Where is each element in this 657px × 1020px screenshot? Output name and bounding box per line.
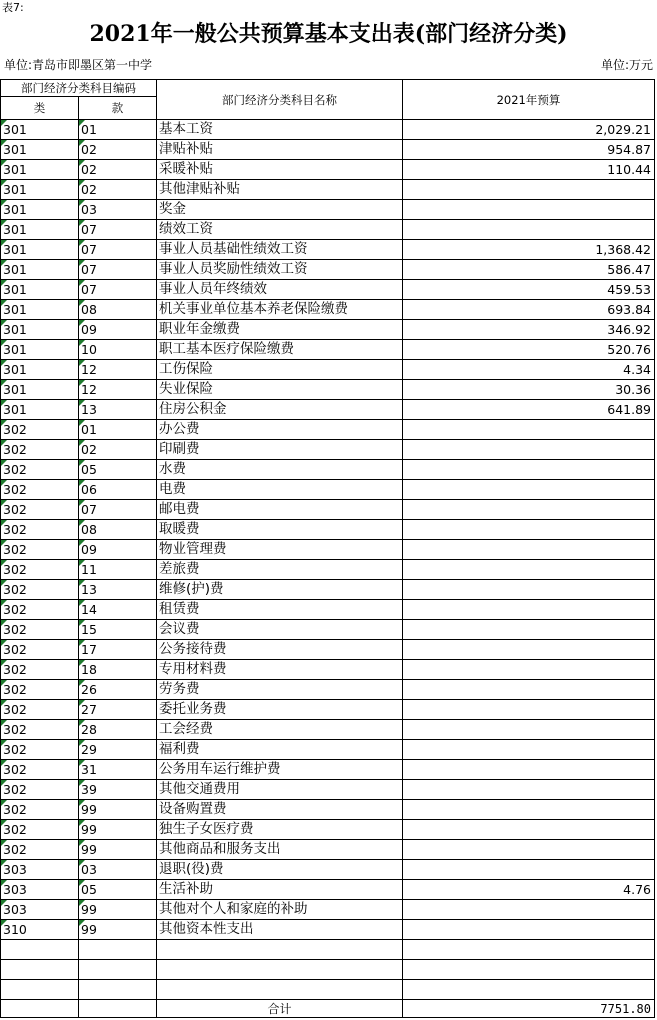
table-row <box>1 240 655 260</box>
kuan-code-cell: 99 <box>79 900 157 920</box>
budget-amount-cell <box>403 780 655 800</box>
item-name-cell: 其他津贴补贴 <box>157 180 403 200</box>
budget-amount-cell: 459.53 <box>403 280 655 300</box>
budget-amount-cell <box>403 560 655 580</box>
item-name-cell: 物业管理费 <box>157 540 403 560</box>
table-row <box>1 560 655 580</box>
kuan-code-cell: 09 <box>79 540 157 560</box>
table-row <box>1 540 655 560</box>
item-name-cell: 津贴补贴 <box>157 140 403 160</box>
budget-amount-cell <box>403 220 655 240</box>
item-name-cell: 职工基本医疗保险缴费 <box>157 340 403 360</box>
table-row <box>1 660 655 680</box>
budget-amount-cell: 1,368.42 <box>403 240 655 260</box>
lei-code-cell: 301 <box>1 260 79 280</box>
item-name-cell: 维修(护)费 <box>157 580 403 600</box>
lei-code-cell: 301 <box>1 300 79 320</box>
kuan-code-cell: 01 <box>79 120 157 140</box>
table-row <box>1 640 655 660</box>
item-name-cell: 取暖费 <box>157 520 403 540</box>
table-row <box>1 260 655 280</box>
lei-code-cell: 302 <box>1 820 79 840</box>
kuan-code-cell: 10 <box>79 340 157 360</box>
table-row <box>1 720 655 740</box>
budget-amount-cell <box>403 860 655 880</box>
item-name-cell: 工会经费 <box>157 720 403 740</box>
budget-amount-cell: 30.36 <box>403 380 655 400</box>
table-row <box>1 440 655 460</box>
kuan-code-cell: 05 <box>79 880 157 900</box>
budget-amount-cell: 520.76 <box>403 340 655 360</box>
item-name-cell: 住房公积金 <box>157 400 403 420</box>
budget-amount-cell <box>403 820 655 840</box>
table-row <box>1 780 655 800</box>
table-row <box>1 480 655 500</box>
empty-cell <box>403 980 655 1000</box>
lei-code-cell: 302 <box>1 780 79 800</box>
kuan-code-cell: 07 <box>79 220 157 240</box>
budget-amount-cell <box>403 460 655 480</box>
kuan-code-cell: 12 <box>79 380 157 400</box>
kuan-code-cell: 07 <box>79 500 157 520</box>
budget-amount-cell <box>403 540 655 560</box>
total-row <box>1 1000 655 1018</box>
kuan-code-cell: 12 <box>79 360 157 380</box>
item-name-cell: 事业人员基础性绩效工资 <box>157 240 403 260</box>
table-row <box>1 200 655 220</box>
empty-cell <box>79 980 157 1000</box>
kuan-code-cell: 99 <box>79 840 157 860</box>
empty-cell <box>1 960 79 980</box>
item-name-cell: 事业人员年终绩效 <box>157 280 403 300</box>
budget-amount-cell <box>403 480 655 500</box>
item-name-cell: 设备购置费 <box>157 800 403 820</box>
lei-code-cell: 302 <box>1 740 79 760</box>
budget-column-header: 2021年预算 <box>403 80 655 120</box>
empty-row <box>1 980 655 1000</box>
budget-amount-cell <box>403 900 655 920</box>
lei-code-cell: 302 <box>1 720 79 740</box>
lei-code-cell: 302 <box>1 560 79 580</box>
total-label: 合计 <box>157 1000 403 1018</box>
item-name-cell: 失业保险 <box>157 380 403 400</box>
lei-code-cell: 301 <box>1 200 79 220</box>
table-row <box>1 320 655 340</box>
lei-code-cell: 301 <box>1 120 79 140</box>
table-row <box>1 620 655 640</box>
empty-cell <box>1 980 79 1000</box>
item-name-cell: 差旅费 <box>157 560 403 580</box>
item-name-cell: 绩效工资 <box>157 220 403 240</box>
table-row <box>1 840 655 860</box>
kuan-code-cell: 02 <box>79 140 157 160</box>
kuan-code-cell: 18 <box>79 660 157 680</box>
budget-amount-cell <box>403 440 655 460</box>
empty-cell <box>403 960 655 980</box>
item-name-cell: 退职(役)费 <box>157 860 403 880</box>
lei-code-cell: 301 <box>1 340 79 360</box>
lei-code-cell: 302 <box>1 640 79 660</box>
budget-amount-cell <box>403 520 655 540</box>
budget-amount-cell <box>403 840 655 860</box>
kuan-code-cell: 99 <box>79 920 157 940</box>
lei-code-cell: 301 <box>1 400 79 420</box>
item-name-cell: 水费 <box>157 460 403 480</box>
budget-amount-cell: 641.89 <box>403 400 655 420</box>
budget-amount-cell <box>403 740 655 760</box>
budget-amount-cell <box>403 920 655 940</box>
kuan-code-cell: 08 <box>79 300 157 320</box>
table-row <box>1 740 655 760</box>
table-row <box>1 120 655 140</box>
kuan-code-cell: 15 <box>79 620 157 640</box>
kuan-code-cell: 07 <box>79 280 157 300</box>
kuan-code-cell: 26 <box>79 680 157 700</box>
item-name-cell: 机关事业单位基本养老保险缴费 <box>157 300 403 320</box>
kuan-code-cell: 11 <box>79 560 157 580</box>
item-name-cell: 福利费 <box>157 740 403 760</box>
empty-cell <box>403 940 655 960</box>
budget-amount-cell <box>403 800 655 820</box>
total-blank-cell <box>1 1000 79 1018</box>
table-row <box>1 400 655 420</box>
item-name-cell: 生活补助 <box>157 880 403 900</box>
lei-code-cell: 302 <box>1 840 79 860</box>
table-row <box>1 380 655 400</box>
lei-code-cell: 302 <box>1 760 79 780</box>
budget-amount-cell <box>403 200 655 220</box>
table-row <box>1 600 655 620</box>
lei-code-cell: 302 <box>1 460 79 480</box>
budget-amount-cell: 954.87 <box>403 140 655 160</box>
kuan-code-cell: 17 <box>79 640 157 660</box>
budget-amount-cell <box>403 620 655 640</box>
budget-amount-cell <box>403 760 655 780</box>
budget-amount-cell: 693.84 <box>403 300 655 320</box>
kuan-code-cell: 07 <box>79 240 157 260</box>
empty-row <box>1 960 655 980</box>
budget-amount-cell: 4.34 <box>403 360 655 380</box>
kuan-code-cell: 03 <box>79 200 157 220</box>
empty-cell <box>79 960 157 980</box>
item-name-cell: 事业人员奖励性绩效工资 <box>157 260 403 280</box>
item-name-cell: 租赁费 <box>157 600 403 620</box>
budget-table <box>0 79 655 1018</box>
item-name-cell: 会议费 <box>157 620 403 640</box>
item-name-cell: 其他交通费用 <box>157 780 403 800</box>
lei-code-cell: 301 <box>1 380 79 400</box>
item-name-cell: 委托业务费 <box>157 700 403 720</box>
item-name-cell: 工伤保险 <box>157 360 403 380</box>
item-name-cell: 独生子女医疗费 <box>157 820 403 840</box>
lei-code-cell: 302 <box>1 600 79 620</box>
lei-code-cell: 301 <box>1 320 79 340</box>
table-row <box>1 460 655 480</box>
lei-code-cell: 303 <box>1 880 79 900</box>
kuan-code-cell: 03 <box>79 860 157 880</box>
page-title: 2021年一般公共预算基本支出表(部门经济分类) <box>89 21 568 47</box>
kuan-code-cell: 99 <box>79 820 157 840</box>
item-name-cell: 印刷费 <box>157 440 403 460</box>
table-row <box>1 520 655 540</box>
kuan-code-cell: 09 <box>79 320 157 340</box>
lei-code-cell: 302 <box>1 500 79 520</box>
table-row <box>1 820 655 840</box>
total-blank-cell <box>79 1000 157 1018</box>
table-row <box>1 180 655 200</box>
budget-amount-cell: 2,029.21 <box>403 120 655 140</box>
item-name-cell: 奖金 <box>157 200 403 220</box>
table-row <box>1 300 655 320</box>
table-row <box>1 920 655 940</box>
empty-cell <box>1 940 79 960</box>
kuan-code-cell: 14 <box>79 600 157 620</box>
lei-code-cell: 302 <box>1 660 79 680</box>
budget-amount-cell <box>403 660 655 680</box>
empty-cell <box>157 960 403 980</box>
budget-amount-cell <box>403 720 655 740</box>
empty-cell <box>157 980 403 1000</box>
kuan-code-cell: 02 <box>79 180 157 200</box>
kuan-code-cell: 27 <box>79 700 157 720</box>
code-group-header: 部门经济分类科目编码 <box>1 80 157 97</box>
kuan-code-cell: 13 <box>79 400 157 420</box>
item-name-cell: 电费 <box>157 480 403 500</box>
table-row <box>1 140 655 160</box>
budget-amount-cell <box>403 700 655 720</box>
kuan-code-cell: 39 <box>79 780 157 800</box>
kuan-code-cell: 05 <box>79 460 157 480</box>
kuan-code-cell: 13 <box>79 580 157 600</box>
kuan-code-cell: 28 <box>79 720 157 740</box>
table-body <box>1 120 655 1000</box>
item-name-cell: 其他商品和服务支出 <box>157 840 403 860</box>
table-row <box>1 860 655 880</box>
budget-amount-cell <box>403 180 655 200</box>
item-name-cell: 邮电费 <box>157 500 403 520</box>
lei-code-cell: 301 <box>1 160 79 180</box>
empty-cell <box>157 940 403 960</box>
lei-code-cell: 302 <box>1 680 79 700</box>
kuan-code-cell: 99 <box>79 800 157 820</box>
kuan-code-cell: 08 <box>79 520 157 540</box>
empty-cell <box>79 940 157 960</box>
budget-amount-cell <box>403 420 655 440</box>
table-row <box>1 580 655 600</box>
budget-amount-cell <box>403 680 655 700</box>
lei-column-header: 类 <box>1 97 79 120</box>
lei-code-cell: 302 <box>1 540 79 560</box>
lei-code-cell: 302 <box>1 520 79 540</box>
table-header <box>1 80 655 120</box>
lei-code-cell: 301 <box>1 240 79 260</box>
table-row <box>1 280 655 300</box>
table-row <box>1 340 655 360</box>
budget-amount-cell <box>403 600 655 620</box>
budget-amount-cell: 586.47 <box>403 260 655 280</box>
table-row <box>1 700 655 720</box>
lei-code-cell: 303 <box>1 900 79 920</box>
budget-amount-cell: 4.76 <box>403 880 655 900</box>
item-name-cell: 公务接待费 <box>157 640 403 660</box>
budget-amount-cell <box>403 640 655 660</box>
kuan-code-cell: 29 <box>79 740 157 760</box>
table-number-note: 表7: <box>2 1 24 14</box>
item-name-cell: 职业年金缴费 <box>157 320 403 340</box>
lei-code-cell: 303 <box>1 860 79 880</box>
lei-code-cell: 310 <box>1 920 79 940</box>
kuan-code-cell: 07 <box>79 260 157 280</box>
lei-code-cell: 301 <box>1 180 79 200</box>
item-name-cell: 基本工资 <box>157 120 403 140</box>
table-row <box>1 760 655 780</box>
lei-code-cell: 302 <box>1 800 79 820</box>
lei-code-cell: 302 <box>1 700 79 720</box>
total-amount: 7751.80 <box>403 1000 655 1018</box>
item-name-cell: 办公费 <box>157 420 403 440</box>
kuan-code-cell: 01 <box>79 420 157 440</box>
table-row <box>1 220 655 240</box>
table-row <box>1 160 655 180</box>
lei-code-cell: 301 <box>1 220 79 240</box>
lei-code-cell: 302 <box>1 480 79 500</box>
kuan-code-cell: 02 <box>79 440 157 460</box>
table-row <box>1 420 655 440</box>
item-name-cell: 采暖补贴 <box>157 160 403 180</box>
table-row <box>1 360 655 380</box>
lei-code-cell: 301 <box>1 140 79 160</box>
unit-organization: 单位:青岛市即墨区第一中学 <box>4 58 153 72</box>
kuan-code-cell: 02 <box>79 160 157 180</box>
table-row <box>1 500 655 520</box>
table-row <box>1 800 655 820</box>
lei-code-cell: 302 <box>1 420 79 440</box>
item-name-cell: 专用材料费 <box>157 660 403 680</box>
kuan-code-cell: 06 <box>79 480 157 500</box>
kuan-code-cell: 31 <box>79 760 157 780</box>
empty-row <box>1 940 655 960</box>
unit-currency: 单位:万元 <box>600 58 653 72</box>
lei-code-cell: 302 <box>1 580 79 600</box>
table-row <box>1 680 655 700</box>
budget-amount-cell: 110.44 <box>403 160 655 180</box>
budget-amount-cell <box>403 500 655 520</box>
budget-amount-cell <box>403 580 655 600</box>
kuan-column-header: 款 <box>79 97 157 120</box>
item-name-cell: 公务用车运行维护费 <box>157 760 403 780</box>
table-row <box>1 880 655 900</box>
lei-code-cell: 301 <box>1 280 79 300</box>
budget-amount-cell: 346.92 <box>403 320 655 340</box>
lei-code-cell: 301 <box>1 360 79 380</box>
lei-code-cell: 302 <box>1 440 79 460</box>
item-name-cell: 其他资本性支出 <box>157 920 403 940</box>
table-row <box>1 900 655 920</box>
item-name-cell: 其他对个人和家庭的补助 <box>157 900 403 920</box>
lei-code-cell: 302 <box>1 620 79 640</box>
item-name-cell: 劳务费 <box>157 680 403 700</box>
name-column-header: 部门经济分类科目名称 <box>157 80 403 120</box>
